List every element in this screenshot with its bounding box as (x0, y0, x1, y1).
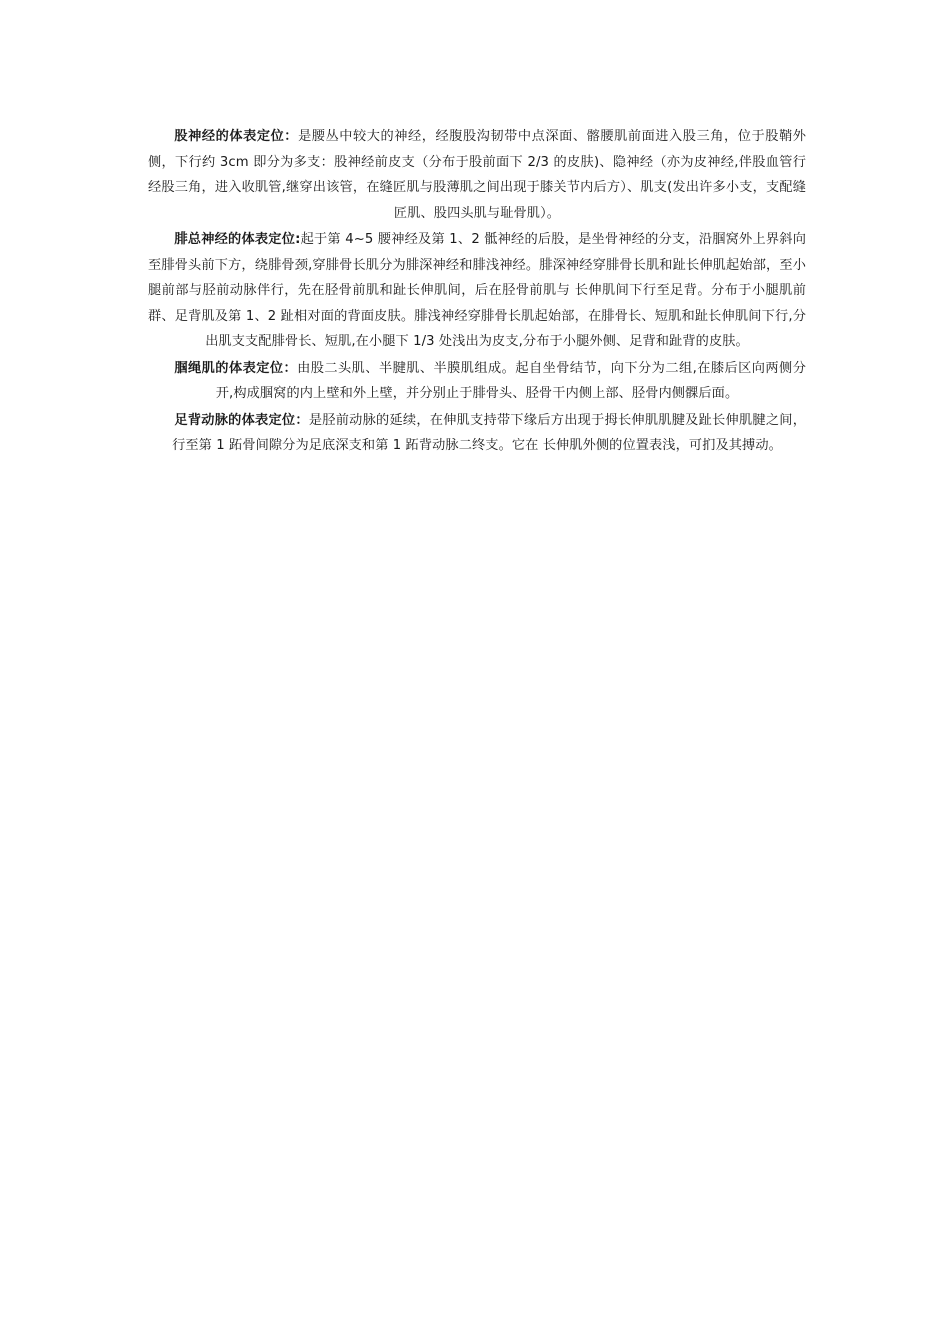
paragraph-hamstrings (148, 356, 806, 407)
paragraph-body: 是腰丛中较大的神经，经腹股沟韧带中点深面、髂腰肌前面进入股三角，位于股鞘外侧，下行约 3cm 即分为多支：股神经前皮支（分布于股前面下 2/3 的皮肤)、隐神经（亦为皮神经,伴股血管行经股三角，进入收肌管,继穿出该管，在缝匠肌与股薄肌之间出现于膝关节内后方）、肌支(发出许多小支，支配缝匠肌、股四头肌与耻骨肌）。 (148, 129, 806, 221)
paragraph-heading: 足背动脉的体表定位： (174, 412, 309, 428)
paragraph-common-peroneal-nerve (148, 227, 806, 355)
paragraph-body: 起于第 4~5 腰神经及第 1、2 骶神经的后股，是坐骨神经的分支，沿腘窝外上界斜向至腓骨头前下方，绕腓骨颈,穿腓骨长肌分为腓深神经和腓浅神经。腓深神经穿腓骨长肌和趾长伸肌起始部，至小腿前部与胫前动脉伴行，先在胫骨前肌和趾长伸肌间，后在胫骨前肌与 长伸肌间下行至足背。分布于小腿肌前群、足背肌及第 1、2 趾相对面的背面皮肤。腓浅神经穿腓骨长肌起始部，在腓骨长、短肌和趾长伸肌间下行,分出肌支支配腓骨长、短肌,在小腿下 1/3 处浅出为皮支,分布于小腿外侧、足背和趾背的皮肤。 (148, 232, 806, 349)
paragraph-heading: 腓总神经的体表定位: (174, 232, 301, 247)
paragraph-dorsalis-pedis-artery (148, 408, 806, 459)
paragraph-heading: 股神经的体表定位： (174, 129, 299, 144)
paragraph-body: 由股二头肌、半腱肌、半膜肌组成。起自坐骨结节，向下分为二组,在膝后区向两侧分开,构成腘窝的内上壁和外上壁，并分别止于腓骨头、胫骨干内侧上部、胫骨内侧髁后面。 (215, 360, 806, 401)
document-page (148, 124, 806, 460)
paragraph-heading: 腘绳肌的体表定位： (174, 360, 298, 376)
paragraph-body: 是胫前动脉的延续，在伸肌支持带下缘后方出现于拇长伸肌肌腱及趾长伸肌腱之间，行至第 1 跖骨间隙分为足底深支和第 1 跖背动脉二终支。它在 长伸肌外侧的位置表浅，可扪及其搏动。 (172, 412, 806, 453)
paragraph-femoral-nerve (148, 124, 806, 226)
